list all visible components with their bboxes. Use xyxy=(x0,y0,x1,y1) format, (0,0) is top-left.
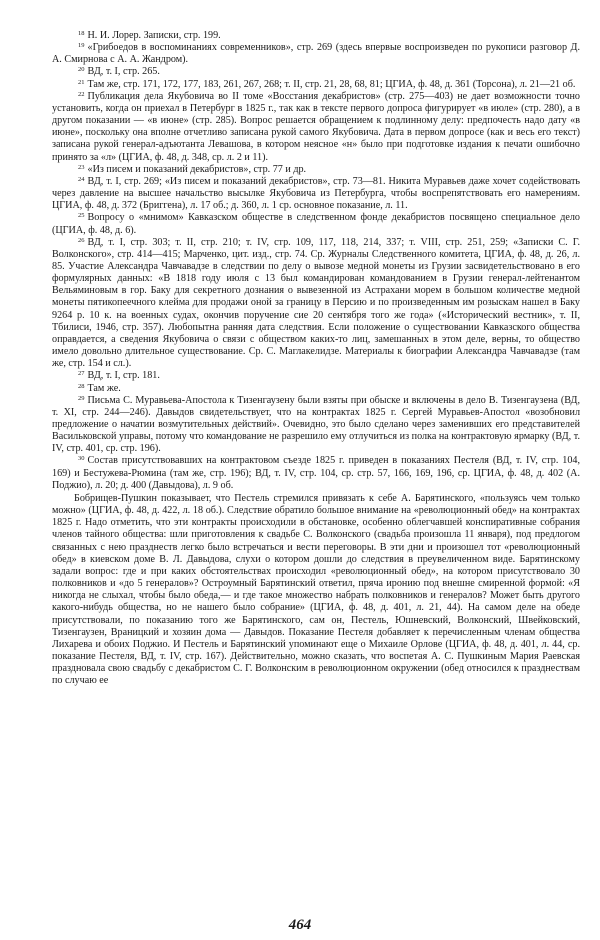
footnote-text: Публикация дела Якубовича во II томе «Восстания декабристов» (стр. 275—403) не дает возможности точно установить, когда он приехал в Петербург в 1825 г., так как в тексте первого допроса фигурирует «в июле» (стр. 280), а в другом показании — «в июне» (стр. 285). Вопрос решается обращением к подлинному делу: предпочесть надо дату «в июне», поскольку она вполне отчетливо записана рукой самого Якубовича. Дата в первом допросе (как и весь его текст) записана рукой генерал-адъютанта Левашова, в котором неясное «н» было при подготовке издания к печати ошибочно принято за «л» (ЦГИА, ф. 48, д. 348, ср. л. 2 и 11). xyxy=(52,90,580,163)
page-number: 464 xyxy=(288,917,312,933)
footnote-number: 21 xyxy=(78,78,85,86)
footnote-text: ВД, т. I, стр. 265. xyxy=(87,66,160,78)
footnote-number: 18 xyxy=(78,30,85,37)
footnote-24 xyxy=(52,176,580,212)
footnote-text: ВД, т. I, стр. 269; «Из писем и показаний декабристов», стр. 73—81. Никита Муравьев даже хочет содействовать через давление на высшее начальство высылке Якубовича из Петербурга, чтобы воспрепятствовать его намерениям. ЦГИА, ф. 48, д. 372 (Бриггена), л. 17 об.; д. 360, л. 1 ср. основное показание, л. 11. xyxy=(52,175,580,212)
footnote-number: 24 xyxy=(78,175,85,183)
footnote-number: 22 xyxy=(78,90,85,98)
footnote-text: Состав присутствовавших на контрактовом съезде 1825 г. приведен в показаниях Пестеля (ВД, т. IV, стр. 104, 169) и Бестужева-Рюмина (там же, стр. 196); ВД, т. IV, стр. 104, ср. стр. 57, 166, 169, 196, ср. ЦГИА, ф. 48, д. 402 (А. Поджио), л. 20; д. 400 (Давыдова), л. 9 об. xyxy=(52,455,580,491)
footnote-number: 27 xyxy=(78,370,85,378)
footnote-number: 20 xyxy=(78,66,85,74)
footnote-30 xyxy=(52,455,580,491)
footnote-text: Вопросу о «мнимом» Кавказском обществе в следственном фонде декабристов посвящено специальное дело (ЦГИА, ф. 48, д. 6). xyxy=(52,212,580,236)
footnote-21 xyxy=(52,79,580,91)
footnote-text: ВД, т. I, стр. 181. xyxy=(87,370,160,382)
footnote-number: 23 xyxy=(78,163,85,171)
footnote-number: 30 xyxy=(78,455,85,463)
footnote-number: 28 xyxy=(78,382,85,390)
footnote-26 xyxy=(52,237,580,371)
footnote-text: «Грибоедов в воспоминаниях современников», стр. 269 (здесь впервые воспроизведен по рукописи разговор Д. А. Смирнова с А. А. Жандром). xyxy=(52,42,580,66)
footnotes-block xyxy=(52,30,580,687)
footnote-28 xyxy=(52,383,580,395)
footnote-number: 19 xyxy=(78,42,85,50)
footnote-22 xyxy=(52,91,580,164)
footnote-25 xyxy=(52,212,580,236)
footnote-19 xyxy=(52,42,580,66)
footnote-number: 29 xyxy=(78,394,85,402)
footnote-number: 26 xyxy=(78,236,85,244)
footnote-23 xyxy=(52,164,580,176)
footnote-text: ВД, т. I, стр. 303; т. II, стр. 210; т. IV, стр. 109, 117, 118, 214, 337; т. VIII, стр. 251, 259; «Записки С. Г. Волконского», стр. 414—415; Марченко, цит. изд., стр. 74. Ср. Журналы Следственного комитета, ЦГИА, ф. 48, д. 26, л. 85. Участие Александра Чавчавадзе в следствии по делу о вывозе медной монеты из Грузии засвидетельствовано в его формулярных данных: «В 1818 году июля с 13 был командирован командованием в Грузии генерал-лейтенантом Вельяминовым в гор. Баку для секретного дознания о вывезенной из Астрахани морем в большом количестве медной монеты пятикопеечного клейма для продажи оной за границу в Персию и по произведенным им розыскам нашел в Баку 9264 р. 10 к. на военных судах, окончив поручение сие 20 сентября того же года» («Исторический вестник», т. II, Тбилиси, 1946, стр. 357). Любопытна ранняя дата следствия. Если положение о существовании Кавказского общества оправдается, а сведения Якубовича о связи с обществом каких-то лиц, замешанных в этом деле, верны, то общество имело довольно длительное существование. Ср. С. Маглакелидзе. Материалы к биографии Александра Чавчавадзе (там же, стр. 154 и сл.). xyxy=(52,236,580,370)
footnote-text: Там же. xyxy=(87,382,121,394)
footnote-text: Письма С. Муравьева-Апостола к Тизенгаузену были взяты при обыске и включены в дело В. Тизенгаузена (ВД, т. XI, стр. 244—246). Давыдов свидетельствует, что на контрактах 1825 г. Сергей Муравьев-Апостол «возобновил предложение о начатии возмутительных действий». Очевидно, это было сделано через заменивших его представителей Васильковской управы, потому что командование не разрешило ему отлучиться из полка на контрактовую ярмарку (ВД, т. IV, стр. 401, ср. стр. 196). xyxy=(52,394,580,455)
commentary-paragraph: Бобрищев-Пушкин показывает, что Пестель стремился привязать к себе А. Барятинского, «пользуясь чем только можно» (ЦГИА, ф. 48, д. 422, л. 18 об.). Следствие обратило большое внимание на «революционный обед» на контрактах 1825 г. Надо отметить, что эти контракты происходили в обстановке, особенно облегчавшей конспиративные собрания членов тайного общества: шли приготовления к свадьбе С. Волконского (свадьба произошла 11 января), под предлогом связанных с нею празднеств легко было встречаться и вести переговоры. В эти дни и произошел тот «революционный обед» в киевском доме В. Л. Давыдова, слухи о котором дошли до следствия в преувеличенном виде. Барятинскому задали вопрос: где и при каких обстоятельствах происходил «революционный обед», на котором присутствовало 30 полковников и «до 5 генералов»? Остроумный Барятинский ответил, пряча иронию под внешне смиренной формой: «Я никогда не слыхал, чтобы было обеда,— и где такое множество набрать полковников и генералов? Может быть другого какого-нибудь общества, но не нашего было собрание» (ЦГИА, ф. 48, д. 401, л. 21, 44). На самом деле на обеде присутствовали, по показанию того же Барятинского, сам он, Пестель, Юшневский, Волконский, Швейковский, Тизенгаузен, Враницкий и хозяин дома — Давыдов. Показание Пестеля добавляет к перечисленным членам общества Лихарева и обоих Поджио. И Пестель и Барятинский упоминают еще о Михаиле Орлове (ЦГИА, ф. 48, д. 401, л. 44, ср. показание Пестеля, ВД, т. IV, стр. 167). Действительно, можно сказать, что воспетая А. С. Пушкиным Мария Раевская праздновала свою свадьбу с декабристом С. Г. Волконским в революционном окружении (обед относился к празднествам по случаю ее xyxy=(52,492,580,687)
footnote-27 xyxy=(52,370,580,382)
footnote-text: Н. И. Лорер. Записки, стр. 199. xyxy=(87,30,221,41)
footnote-29 xyxy=(52,395,580,456)
footnote-20 xyxy=(52,66,580,78)
footnote-18 xyxy=(52,30,580,42)
footnote-text: Там же, стр. 171, 172, 177, 183, 261, 267, 268; т. II, стр. 21, 28, 68, 81; ЦГИА, ф. 48, д. 361 (Торсона), л. 21—21 об. xyxy=(87,78,576,90)
footnote-number: 25 xyxy=(78,212,85,220)
footnote-text: «Из писем и показаний декабристов», стр. 77 и др. xyxy=(87,163,307,175)
